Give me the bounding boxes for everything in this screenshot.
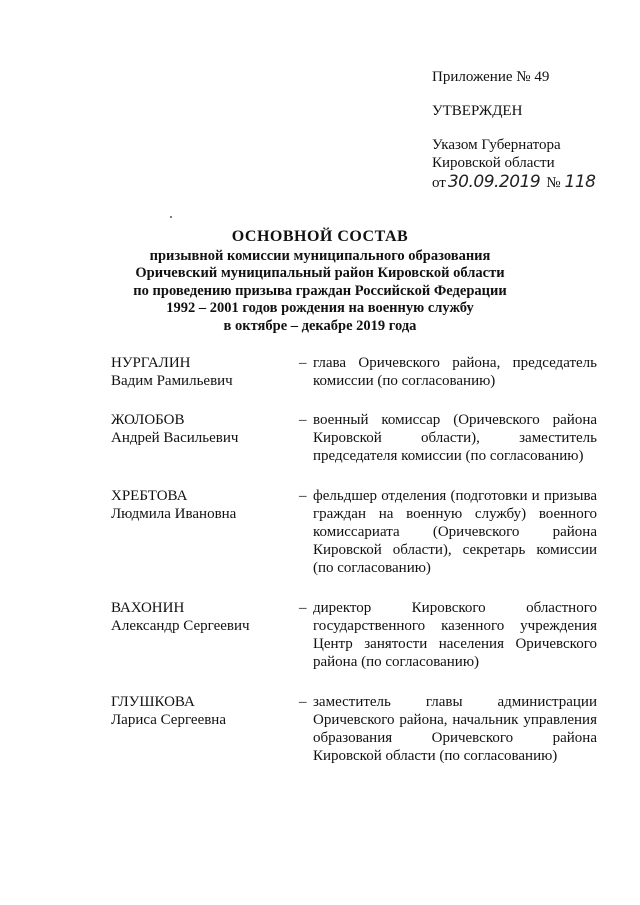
- member-given-name: Лариса Сергеевна: [111, 712, 226, 728]
- member-entry: [111, 411, 597, 465]
- number-sign: №: [546, 175, 561, 191]
- from-label: от: [432, 175, 446, 191]
- approved-label: УТВЕРЖДЕН: [432, 103, 523, 119]
- member-surname: ГЛУШКОВА: [111, 694, 195, 710]
- member-surname: ВАХОНИН: [111, 600, 185, 616]
- member-dash: –: [299, 488, 307, 504]
- member-surname: ЖОЛОБОВ: [111, 412, 185, 428]
- member-dash: –: [299, 694, 307, 710]
- approval-block: [432, 68, 595, 193]
- member-given-name: Вадим Рамильевич: [111, 373, 233, 389]
- scan-speck: [170, 216, 172, 218]
- title-line-5: в октябре – декабре 2019 года: [223, 317, 417, 334]
- member-name: [111, 599, 291, 635]
- member-given-name: Александр Сергеевич: [111, 618, 250, 634]
- member-name: [111, 693, 291, 729]
- member-entry: [111, 693, 597, 765]
- member-surname: ХРЕБТОВА: [111, 488, 188, 504]
- member-entry: [111, 599, 597, 671]
- member-dash: –: [299, 355, 307, 371]
- member-given-name: Людмила Ивановна: [111, 506, 237, 522]
- member-role: директор Кировского областного государственного казенного учреждения Центр занятости населения Оричевского района (по согласованию): [313, 600, 597, 670]
- title-main: ОСНОВНОЙ СОСТАВ: [231, 228, 409, 245]
- member-dash: –: [299, 600, 307, 616]
- appendix-number: Приложение № 49: [432, 69, 550, 85]
- title-line-3: по проведению призыва граждан Российской Федерации: [133, 282, 507, 299]
- member-name: [111, 411, 291, 447]
- handwritten-date: 30.09.2019: [447, 172, 541, 192]
- member-given-name: Андрей Васильевич: [111, 430, 239, 446]
- member-name: [111, 487, 291, 523]
- member-entry: [111, 487, 597, 577]
- handwritten-number: 118: [564, 172, 596, 192]
- document-title: [0, 228, 640, 335]
- member-role: глава Оричевского района, председатель комиссии (по согласованию): [313, 355, 597, 389]
- decree-line-2: Кировской области: [432, 155, 555, 171]
- member-dash: –: [299, 412, 307, 428]
- member-role: фельдшер отделения (подготовки и призыва граждан на военную службу) военного комиссариата (Оричевского района Кировской области), секретарь комиссии (по согласованию): [313, 488, 597, 576]
- decree-date-number: [432, 172, 595, 193]
- member-surname: НУРГАЛИН: [111, 355, 191, 371]
- decree-line-1: Указом Губернатора: [432, 137, 561, 153]
- member-role: заместитель главы администрации Оричевского района, начальник управления образования Оричевского района Кировской области (по согласованию): [313, 694, 597, 764]
- member-role: военный комиссар (Оричевского района Кировской области), заместитель председателя комиссии (по согласованию): [313, 412, 597, 464]
- member-name: [111, 354, 291, 390]
- member-list: [111, 354, 597, 765]
- member-entry: [111, 354, 597, 390]
- title-line-1: призывной комиссии муниципального образования: [149, 247, 491, 264]
- title-line-2: Оричевский муниципальный район Кировской области: [135, 265, 505, 281]
- title-line-4: 1992 – 2001 годов рождения на военную службу: [166, 300, 474, 316]
